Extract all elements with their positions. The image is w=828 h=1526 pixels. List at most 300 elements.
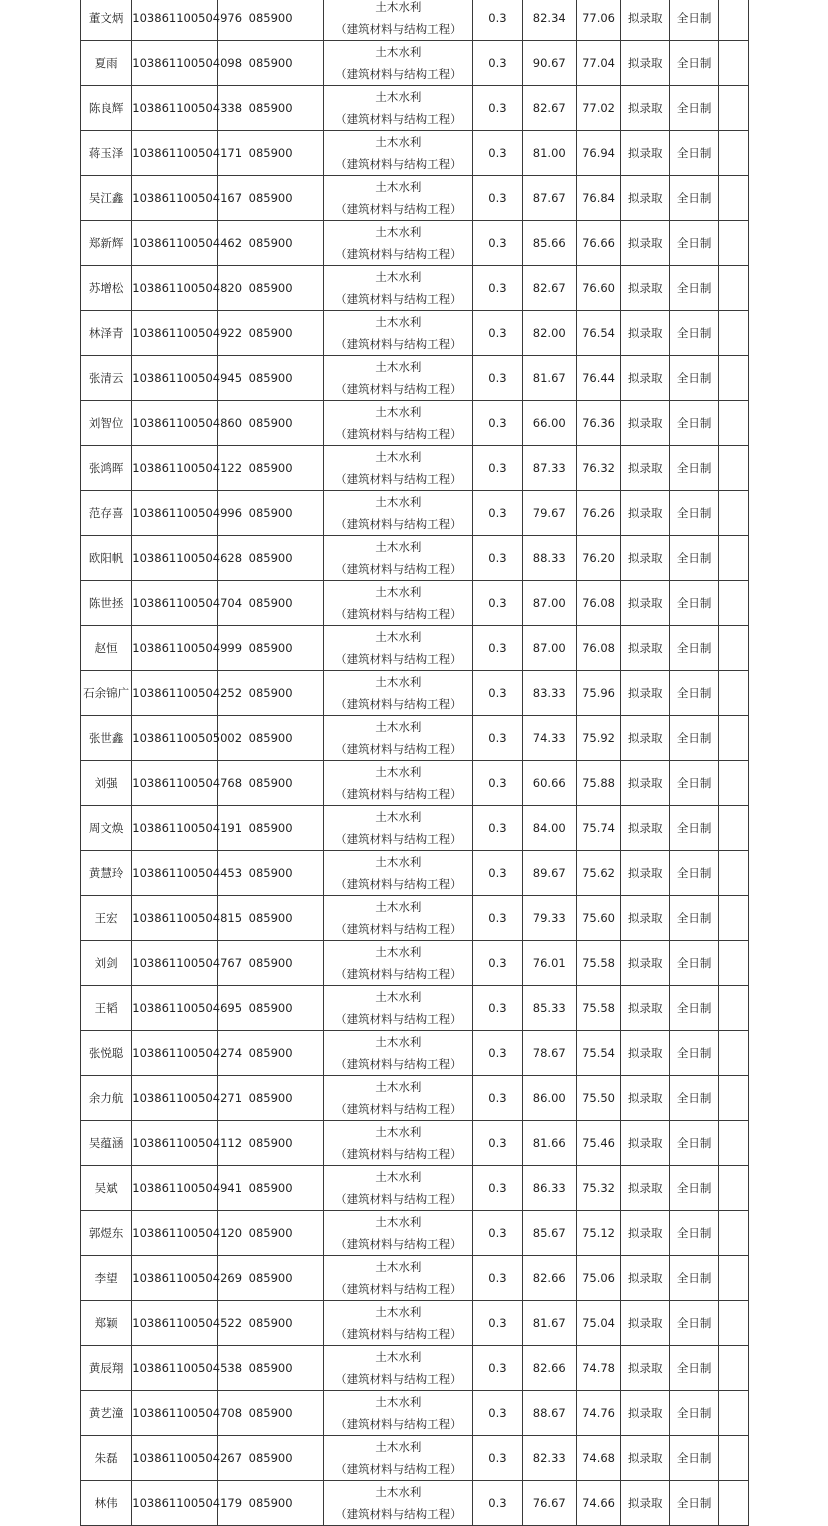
retest-score-cell: 88.67 xyxy=(522,1391,576,1436)
total-score-cell: 77.02 xyxy=(576,86,620,131)
candidate-name-cell: 朱磊 xyxy=(81,1436,132,1481)
total-score-cell: 75.74 xyxy=(576,806,620,851)
table-row xyxy=(81,671,749,716)
admission-status-cell: 拟录取 xyxy=(621,1076,670,1121)
table-row xyxy=(81,1481,749,1526)
exam-id-cell: 103861100505002 xyxy=(132,716,218,761)
major-direction: （建筑材料与结构工程） xyxy=(335,1507,462,1521)
table-row xyxy=(81,356,749,401)
admission-status-cell: 拟录取 xyxy=(621,716,670,761)
major-category: 土木水利 xyxy=(375,135,422,149)
admission-status-cell: 拟录取 xyxy=(621,311,670,356)
total-score-cell: 75.12 xyxy=(576,1211,620,1256)
empty-cell xyxy=(718,896,748,941)
total-score-cell: 76.32 xyxy=(576,446,620,491)
exam-id-cell: 103861100504112 xyxy=(132,1121,218,1166)
major-name-cell xyxy=(324,356,473,401)
major-name-cell xyxy=(324,1166,473,1211)
candidate-name-cell: 欧阳帆 xyxy=(81,536,132,581)
table-row xyxy=(81,1391,749,1436)
total-score-cell: 76.20 xyxy=(576,536,620,581)
major-category: 土木水利 xyxy=(375,1395,422,1409)
table-row xyxy=(81,1436,749,1481)
study-mode-cell: 全日制 xyxy=(670,356,718,401)
major-code-cell: 085900 xyxy=(217,491,324,536)
study-mode-cell: 全日制 xyxy=(670,1481,718,1526)
retest-score-cell: 79.33 xyxy=(522,896,576,941)
exam-id-cell: 103861100504695 xyxy=(132,986,218,1031)
admission-status-cell: 拟录取 xyxy=(621,851,670,896)
candidate-name-cell: 陈世拯 xyxy=(81,581,132,626)
major-direction: （建筑材料与结构工程） xyxy=(335,1147,462,1161)
admission-status-cell: 拟录取 xyxy=(621,626,670,671)
major-direction: （建筑材料与结构工程） xyxy=(335,1372,462,1386)
retest-score-cell: 82.66 xyxy=(522,1346,576,1391)
table-row xyxy=(81,266,749,311)
major-category: 土木水利 xyxy=(375,540,422,554)
major-code-cell: 085900 xyxy=(217,896,324,941)
empty-cell xyxy=(718,626,748,671)
admission-status-cell: 拟录取 xyxy=(621,1031,670,1076)
major-name-cell xyxy=(324,1301,473,1346)
weight-value-cell: 0.3 xyxy=(473,266,522,311)
retest-score-cell: 87.00 xyxy=(522,581,576,626)
admission-status-cell: 拟录取 xyxy=(621,761,670,806)
study-mode-cell: 全日制 xyxy=(670,41,718,86)
total-score-cell: 76.08 xyxy=(576,626,620,671)
major-direction: （建筑材料与结构工程） xyxy=(335,112,462,126)
candidate-name-cell: 黄辰翔 xyxy=(81,1346,132,1391)
admission-status-cell: 拟录取 xyxy=(621,1166,670,1211)
major-category: 土木水利 xyxy=(375,270,422,284)
major-category: 土木水利 xyxy=(375,765,422,779)
empty-cell xyxy=(718,806,748,851)
total-score-cell: 74.68 xyxy=(576,1436,620,1481)
major-code-cell: 085900 xyxy=(217,1121,324,1166)
major-category: 土木水利 xyxy=(375,0,422,14)
table-row xyxy=(81,446,749,491)
major-category: 土木水利 xyxy=(375,990,422,1004)
study-mode-cell: 全日制 xyxy=(670,1031,718,1076)
weight-value-cell: 0.3 xyxy=(473,536,522,581)
major-code-cell: 085900 xyxy=(217,1076,324,1121)
exam-id-cell: 103861100504122 xyxy=(132,446,218,491)
major-category: 土木水利 xyxy=(375,630,422,644)
retest-score-cell: 83.33 xyxy=(522,671,576,716)
major-code-cell: 085900 xyxy=(217,1436,324,1481)
major-name-cell xyxy=(324,536,473,581)
total-score-cell: 76.36 xyxy=(576,401,620,446)
admission-status-cell: 拟录取 xyxy=(621,446,670,491)
exam-id-cell: 103861100504252 xyxy=(132,671,218,716)
weight-value-cell: 0.3 xyxy=(473,626,522,671)
major-category: 土木水利 xyxy=(375,1035,422,1049)
major-direction: （建筑材料与结构工程） xyxy=(335,652,462,666)
exam-id-cell: 103861100504271 xyxy=(132,1076,218,1121)
major-category: 土木水利 xyxy=(375,720,422,734)
major-name-cell xyxy=(324,1481,473,1526)
candidate-name-cell: 周文焕 xyxy=(81,806,132,851)
major-code-cell: 085900 xyxy=(217,1481,324,1526)
candidate-name-cell: 吴江鑫 xyxy=(81,176,132,221)
total-score-cell: 75.32 xyxy=(576,1166,620,1211)
table-row xyxy=(81,1256,749,1301)
weight-value-cell: 0.3 xyxy=(473,1436,522,1481)
total-score-cell: 76.66 xyxy=(576,221,620,266)
empty-cell xyxy=(718,221,748,266)
admission-status-cell: 拟录取 xyxy=(621,86,670,131)
weight-value-cell: 0.3 xyxy=(473,491,522,536)
study-mode-cell: 全日制 xyxy=(670,536,718,581)
exam-id-cell: 103861100504999 xyxy=(132,626,218,671)
admission-list-sheet xyxy=(80,0,749,1526)
exam-id-cell: 103861100504462 xyxy=(132,221,218,266)
weight-value-cell: 0.3 xyxy=(473,311,522,356)
major-direction: （建筑材料与结构工程） xyxy=(335,1012,462,1026)
candidate-name-cell: 王韬 xyxy=(81,986,132,1031)
major-category: 土木水利 xyxy=(375,1485,422,1499)
table-row xyxy=(81,311,749,356)
retest-score-cell: 88.33 xyxy=(522,536,576,581)
admission-status-cell: 拟录取 xyxy=(621,986,670,1031)
weight-value-cell: 0.3 xyxy=(473,1121,522,1166)
total-score-cell: 75.60 xyxy=(576,896,620,941)
major-name-cell xyxy=(324,851,473,896)
study-mode-cell: 全日制 xyxy=(670,1166,718,1211)
exam-id-cell: 103861100504860 xyxy=(132,401,218,446)
admission-status-cell: 拟录取 xyxy=(621,941,670,986)
admission-status-cell: 拟录取 xyxy=(621,896,670,941)
empty-cell xyxy=(718,401,748,446)
weight-value-cell: 0.3 xyxy=(473,86,522,131)
candidate-name-cell: 刘剑 xyxy=(81,941,132,986)
study-mode-cell: 全日制 xyxy=(670,176,718,221)
major-category: 土木水利 xyxy=(375,675,422,689)
study-mode-cell: 全日制 xyxy=(670,266,718,311)
weight-value-cell: 0.3 xyxy=(473,401,522,446)
major-name-cell xyxy=(324,761,473,806)
empty-cell xyxy=(718,986,748,1031)
candidate-name-cell: 黄艺潼 xyxy=(81,1391,132,1436)
major-code-cell: 085900 xyxy=(217,536,324,581)
retest-score-cell: 82.00 xyxy=(522,311,576,356)
major-name-cell xyxy=(324,491,473,536)
study-mode-cell: 全日制 xyxy=(670,941,718,986)
weight-value-cell: 0.3 xyxy=(473,671,522,716)
table-row xyxy=(81,221,749,266)
major-code-cell: 085900 xyxy=(217,311,324,356)
exam-id-cell: 103861100504120 xyxy=(132,1211,218,1256)
total-score-cell: 75.88 xyxy=(576,761,620,806)
major-direction: （建筑材料与结构工程） xyxy=(335,1462,462,1476)
major-name-cell xyxy=(324,716,473,761)
major-code-cell: 085900 xyxy=(217,761,324,806)
weight-value-cell: 0.3 xyxy=(473,221,522,266)
candidate-name-cell: 刘强 xyxy=(81,761,132,806)
table-row xyxy=(81,86,749,131)
table-row xyxy=(81,806,749,851)
table-row xyxy=(81,131,749,176)
admission-status-cell: 拟录取 xyxy=(621,1256,670,1301)
weight-value-cell: 0.3 xyxy=(473,1481,522,1526)
admission-status-cell: 拟录取 xyxy=(621,1391,670,1436)
exam-id-cell: 103861100504167 xyxy=(132,176,218,221)
total-score-cell: 75.58 xyxy=(576,941,620,986)
candidate-name-cell: 蒋玉泽 xyxy=(81,131,132,176)
total-score-cell: 75.62 xyxy=(576,851,620,896)
major-name-cell xyxy=(324,1211,473,1256)
major-code-cell: 085900 xyxy=(217,941,324,986)
study-mode-cell: 全日制 xyxy=(670,1346,718,1391)
empty-cell xyxy=(718,1121,748,1166)
major-code-cell: 085900 xyxy=(217,221,324,266)
major-category: 土木水利 xyxy=(375,855,422,869)
weight-value-cell: 0.3 xyxy=(473,1391,522,1436)
weight-value-cell: 0.3 xyxy=(473,1301,522,1346)
table-row xyxy=(81,1031,749,1076)
exam-id-cell: 103861100504768 xyxy=(132,761,218,806)
major-direction: （建筑材料与结构工程） xyxy=(335,787,462,801)
empty-cell xyxy=(718,1436,748,1481)
table-row xyxy=(81,1166,749,1211)
table-row xyxy=(81,581,749,626)
empty-cell xyxy=(718,1211,748,1256)
major-direction: （建筑材料与结构工程） xyxy=(335,517,462,531)
admission-status-cell: 拟录取 xyxy=(621,221,670,266)
exam-id-cell: 103861100504453 xyxy=(132,851,218,896)
major-category: 土木水利 xyxy=(375,1125,422,1139)
major-direction: （建筑材料与结构工程） xyxy=(335,292,462,306)
retest-score-cell: 87.67 xyxy=(522,176,576,221)
total-score-cell: 75.54 xyxy=(576,1031,620,1076)
major-name-cell xyxy=(324,86,473,131)
major-direction: （建筑材料与结构工程） xyxy=(335,922,462,936)
major-code-cell: 085900 xyxy=(217,851,324,896)
retest-score-cell: 82.67 xyxy=(522,266,576,311)
candidate-name-cell: 夏雨 xyxy=(81,41,132,86)
admission-status-cell: 拟录取 xyxy=(621,806,670,851)
major-category: 土木水利 xyxy=(375,1350,422,1364)
candidate-name-cell: 范存喜 xyxy=(81,491,132,536)
major-category: 土木水利 xyxy=(375,450,422,464)
total-score-cell: 76.60 xyxy=(576,266,620,311)
retest-score-cell: 82.67 xyxy=(522,86,576,131)
table-row xyxy=(81,986,749,1031)
major-direction: （建筑材料与结构工程） xyxy=(335,247,462,261)
study-mode-cell: 全日制 xyxy=(670,401,718,446)
major-code-cell: 085900 xyxy=(217,1211,324,1256)
retest-score-cell: 60.66 xyxy=(522,761,576,806)
study-mode-cell: 全日制 xyxy=(670,716,718,761)
major-code-cell: 085900 xyxy=(217,1031,324,1076)
weight-value-cell: 0.3 xyxy=(473,716,522,761)
major-direction: （建筑材料与结构工程） xyxy=(335,742,462,756)
empty-cell xyxy=(718,941,748,986)
major-direction: （建筑材料与结构工程） xyxy=(335,202,462,216)
weight-value-cell: 0.3 xyxy=(473,1166,522,1211)
major-category: 土木水利 xyxy=(375,360,422,374)
total-score-cell: 76.94 xyxy=(576,131,620,176)
weight-value-cell: 0.3 xyxy=(473,896,522,941)
retest-score-cell: 66.00 xyxy=(522,401,576,446)
exam-id-cell: 103861100504269 xyxy=(132,1256,218,1301)
table-row xyxy=(81,1301,749,1346)
major-direction: （建筑材料与结构工程） xyxy=(335,1237,462,1251)
admission-status-cell: 拟录取 xyxy=(621,1346,670,1391)
candidate-name-cell: 郑新辉 xyxy=(81,221,132,266)
total-score-cell: 75.46 xyxy=(576,1121,620,1166)
major-name-cell xyxy=(324,176,473,221)
total-score-cell: 75.96 xyxy=(576,671,620,716)
major-code-cell: 085900 xyxy=(217,716,324,761)
major-category: 土木水利 xyxy=(375,1260,422,1274)
empty-cell xyxy=(718,446,748,491)
retest-score-cell: 84.00 xyxy=(522,806,576,851)
major-category: 土木水利 xyxy=(375,1305,422,1319)
table-row xyxy=(81,1211,749,1256)
empty-cell xyxy=(718,761,748,806)
study-mode-cell: 全日制 xyxy=(670,491,718,536)
major-direction: （建筑材料与结构工程） xyxy=(335,22,462,36)
exam-id-cell: 103861100504704 xyxy=(132,581,218,626)
major-category: 土木水利 xyxy=(375,1440,422,1454)
retest-score-cell: 86.00 xyxy=(522,1076,576,1121)
weight-value-cell: 0.3 xyxy=(473,941,522,986)
study-mode-cell: 全日制 xyxy=(670,851,718,896)
major-direction: （建筑材料与结构工程） xyxy=(335,877,462,891)
study-mode-cell: 全日制 xyxy=(670,1211,718,1256)
study-mode-cell: 全日制 xyxy=(670,1256,718,1301)
candidate-name-cell: 陈良辉 xyxy=(81,86,132,131)
major-name-cell xyxy=(324,0,473,41)
empty-cell xyxy=(718,1481,748,1526)
retest-score-cell: 82.33 xyxy=(522,1436,576,1481)
study-mode-cell: 全日制 xyxy=(670,986,718,1031)
exam-id-cell: 103861100504267 xyxy=(132,1436,218,1481)
candidate-name-cell: 王宏 xyxy=(81,896,132,941)
major-code-cell: 085900 xyxy=(217,581,324,626)
admission-status-cell: 拟录取 xyxy=(621,1436,670,1481)
study-mode-cell: 全日制 xyxy=(670,221,718,266)
retest-score-cell: 76.67 xyxy=(522,1481,576,1526)
major-category: 土木水利 xyxy=(375,315,422,329)
weight-value-cell: 0.3 xyxy=(473,1346,522,1391)
candidate-name-cell: 林伟 xyxy=(81,1481,132,1526)
major-code-cell: 085900 xyxy=(217,131,324,176)
table-row xyxy=(81,1121,749,1166)
major-name-cell xyxy=(324,1391,473,1436)
candidate-name-cell: 郑颖 xyxy=(81,1301,132,1346)
major-code-cell: 085900 xyxy=(217,0,324,41)
study-mode-cell: 全日制 xyxy=(670,1076,718,1121)
exam-id-cell: 103861100504976 xyxy=(132,0,218,41)
major-category: 土木水利 xyxy=(375,225,422,239)
major-category: 土木水利 xyxy=(375,45,422,59)
table-row xyxy=(81,851,749,896)
retest-score-cell: 81.67 xyxy=(522,1301,576,1346)
study-mode-cell: 全日制 xyxy=(670,806,718,851)
study-mode-cell: 全日制 xyxy=(670,626,718,671)
empty-cell xyxy=(718,311,748,356)
total-score-cell: 76.26 xyxy=(576,491,620,536)
major-name-cell xyxy=(324,896,473,941)
major-direction: （建筑材料与结构工程） xyxy=(335,472,462,486)
total-score-cell: 77.06 xyxy=(576,0,620,41)
major-direction: （建筑材料与结构工程） xyxy=(335,382,462,396)
total-score-cell: 76.08 xyxy=(576,581,620,626)
exam-id-cell: 103861100504767 xyxy=(132,941,218,986)
candidate-name-cell: 张悦聪 xyxy=(81,1031,132,1076)
retest-score-cell: 79.67 xyxy=(522,491,576,536)
exam-id-cell: 103861100504922 xyxy=(132,311,218,356)
candidate-name-cell: 黄慧玲 xyxy=(81,851,132,896)
retest-score-cell: 90.67 xyxy=(522,41,576,86)
candidate-name-cell: 赵恒 xyxy=(81,626,132,671)
major-name-cell xyxy=(324,401,473,446)
major-category: 土木水利 xyxy=(375,405,422,419)
major-category: 土木水利 xyxy=(375,180,422,194)
exam-id-cell: 103861100504820 xyxy=(132,266,218,311)
major-code-cell: 085900 xyxy=(217,86,324,131)
exam-id-cell: 103861100504171 xyxy=(132,131,218,176)
retest-score-cell: 86.33 xyxy=(522,1166,576,1211)
empty-cell xyxy=(718,1301,748,1346)
weight-value-cell: 0.3 xyxy=(473,851,522,896)
exam-id-cell: 103861100504708 xyxy=(132,1391,218,1436)
table-row xyxy=(81,41,749,86)
admission-status-cell: 拟录取 xyxy=(621,41,670,86)
exam-id-cell: 103861100504941 xyxy=(132,1166,218,1211)
empty-cell xyxy=(718,851,748,896)
empty-cell xyxy=(718,0,748,41)
admission-status-cell: 拟录取 xyxy=(621,0,670,41)
major-direction: （建筑材料与结构工程） xyxy=(335,1057,462,1071)
exam-id-cell: 103861100504179 xyxy=(132,1481,218,1526)
weight-value-cell: 0.3 xyxy=(473,1031,522,1076)
empty-cell xyxy=(718,1076,748,1121)
major-direction: （建筑材料与结构工程） xyxy=(335,967,462,981)
retest-score-cell: 85.67 xyxy=(522,1211,576,1256)
weight-value-cell: 0.3 xyxy=(473,1211,522,1256)
retest-score-cell: 87.00 xyxy=(522,626,576,671)
study-mode-cell: 全日制 xyxy=(670,131,718,176)
table-row xyxy=(81,1346,749,1391)
admission-status-cell: 拟录取 xyxy=(621,1121,670,1166)
major-name-cell xyxy=(324,131,473,176)
retest-score-cell: 85.66 xyxy=(522,221,576,266)
exam-id-cell: 103861100504191 xyxy=(132,806,218,851)
candidate-name-cell: 吴斌 xyxy=(81,1166,132,1211)
major-direction: （建筑材料与结构工程） xyxy=(335,1417,462,1431)
retest-score-cell: 81.67 xyxy=(522,356,576,401)
major-direction: （建筑材料与结构工程） xyxy=(335,1102,462,1116)
empty-cell xyxy=(718,1256,748,1301)
major-code-cell: 085900 xyxy=(217,266,324,311)
exam-id-cell: 103861100504274 xyxy=(132,1031,218,1076)
major-name-cell xyxy=(324,626,473,671)
study-mode-cell: 全日制 xyxy=(670,581,718,626)
retest-score-cell: 85.33 xyxy=(522,986,576,1031)
major-code-cell: 085900 xyxy=(217,1301,324,1346)
study-mode-cell: 全日制 xyxy=(670,1436,718,1481)
admission-status-cell: 拟录取 xyxy=(621,581,670,626)
table-row xyxy=(81,941,749,986)
admission-status-cell: 拟录取 xyxy=(621,131,670,176)
major-direction: （建筑材料与结构工程） xyxy=(335,1282,462,1296)
major-code-cell: 085900 xyxy=(217,1346,324,1391)
weight-value-cell: 0.3 xyxy=(473,1256,522,1301)
empty-cell xyxy=(718,41,748,86)
